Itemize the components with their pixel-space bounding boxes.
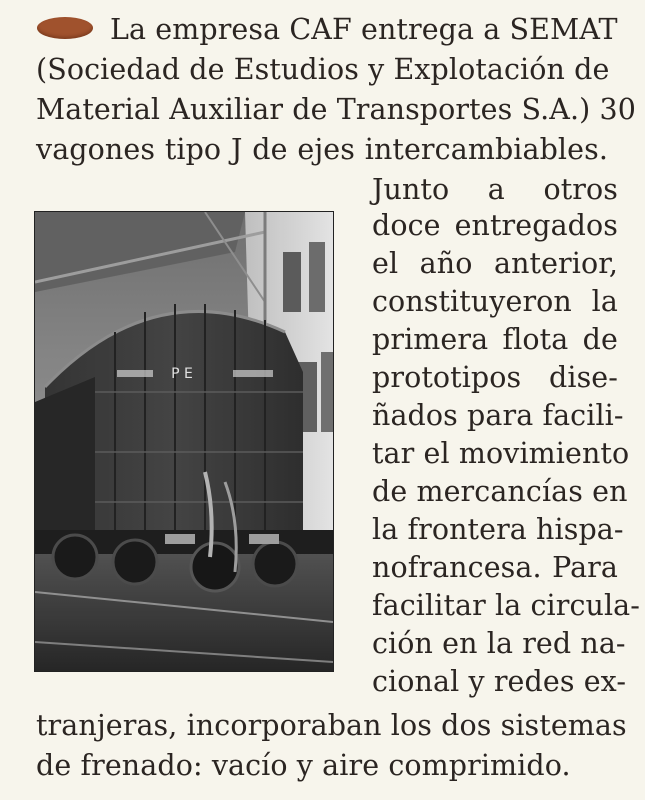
text-line-13: de mercancías en xyxy=(372,475,628,508)
text-line-6: doce entregados xyxy=(372,209,618,242)
text-line-10: prototipos dise- xyxy=(372,361,618,394)
bullet-marker xyxy=(37,17,93,39)
text-line-8: constituyeron la xyxy=(372,285,618,318)
wagon-photo xyxy=(34,211,334,672)
text-line-4: vagones tipo J de ejes intercambiables. xyxy=(36,133,608,166)
text-line-15: nofrancesa. Para xyxy=(372,551,618,584)
text-line-17: ción en la red na- xyxy=(372,627,626,660)
text-line-14: la frontera hispa- xyxy=(372,513,624,546)
text-line-18: cional y redes ex- xyxy=(372,665,627,698)
text-line-12: tar el movimiento xyxy=(372,437,630,470)
text-line-2: (Sociedad de Estudios y Explotación de xyxy=(36,53,610,86)
text-line-3: Material Auxiliar de Transportes S.A.) 30 xyxy=(36,93,636,126)
text-line-1: La empresa CAF entrega a SEMAT xyxy=(110,13,618,46)
text-line-7: el año anterior, xyxy=(372,247,618,280)
wagon-photo-graphic xyxy=(35,212,333,671)
text-line-9: primera flota de xyxy=(372,323,618,356)
text-line-20: de frenado: vacío y aire comprimido. xyxy=(36,749,571,782)
wagon-marking: P E xyxy=(171,366,193,382)
text-line-11: ñados para facili- xyxy=(372,399,624,432)
text-line-19: tranjeras, incorporaban los dos sistemas xyxy=(36,709,627,742)
text-line-16: facilitar la circula- xyxy=(372,589,640,622)
text-line-5: Junto a otros xyxy=(372,173,618,206)
